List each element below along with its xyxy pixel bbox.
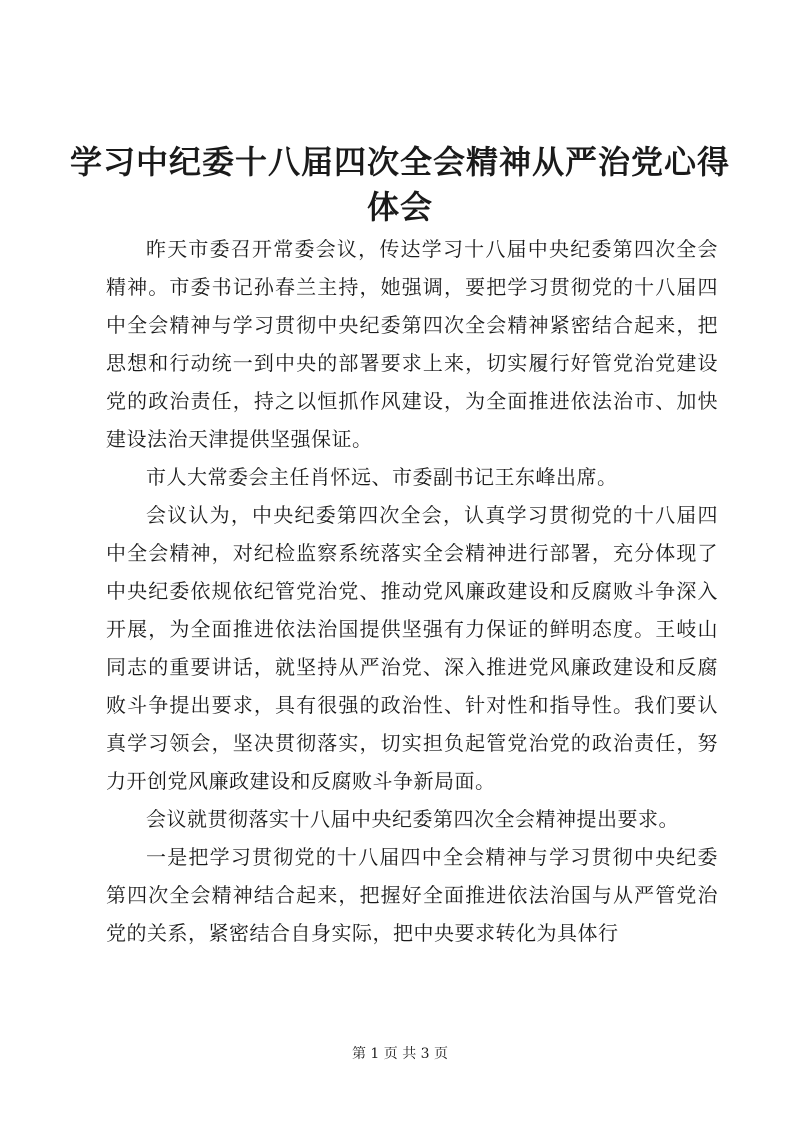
- paragraph-1: 昨天市委召开常委会议，传达学习十八届中央纪委第四次全会精神。市委书记孙春兰主持，她强调，要把学习贯彻党的十八届四中全会精神与学习贯彻中央纪委第四次全会精神紧密结合起来，把思想和行动统一到中央的部署要求上来，切实履行好管党治党建设党的政治责任，持之以恒抓作风建设，为全面推进依法治市、加快建设法治天津提供坚强保证。: [106, 237, 718, 451]
- paragraph-5: 一是把学习贯彻党的十八届四中全会精神与学习贯彻中央纪委第四次全会精神结合起来，把握好全面推进依法治国与从严管党治党的关系，紧密结合自身实际，把中央要求转化为具体行: [106, 845, 718, 945]
- paragraph-4: 会议就贯彻落实十八届中央纪委第四次全会精神提出要求。: [146, 807, 679, 831]
- document-title: 学习中纪委十八届四次全会精神从严治党心得体会: [69, 143, 730, 226]
- paragraph-3: 会议认为，中央纪委第四次全会，认真学习贯彻党的十八届四中全会精神，对纪检监察系统落实全会精神进行部署，充分体现了中央纪委依规依纪管党治党、推动党风廉政建设和反腐败斗争深入开展，为全面推进依法治国提供坚强有力保证的鲜明态度。王岐山同志的重要讲话，就坚持从严治党、深入推进党风廉政建设和反腐败斗争提出要求，具有很强的政治性、针对性和指导性。我们要认真学习领会，坚决贯彻落实，切实担负起管党治党的政治责任，努力开创党风廉政建设和反腐败斗争新局面。: [106, 503, 718, 793]
- document-body: [106, 230, 718, 952]
- page-number-footer: 第 1 页 共 3 页: [351, 1046, 449, 1062]
- paragraph-2: 市人大常委会主任肖怀远、市委副书记王东峰出席。: [146, 465, 618, 489]
